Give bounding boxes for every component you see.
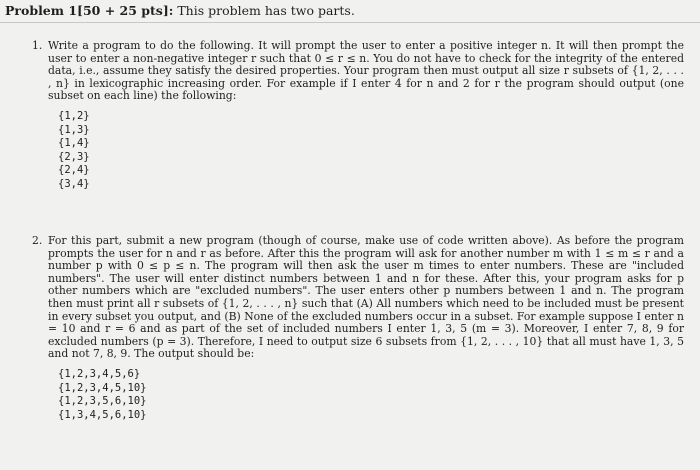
output-line: {2,4} xyxy=(58,164,90,177)
problem-part-1 xyxy=(32,40,684,192)
problem-part-2 xyxy=(32,235,684,422)
header-divider xyxy=(0,22,700,23)
part-1-example-output xyxy=(58,110,684,192)
output-line: {1,2,3,4,5,6} xyxy=(58,367,141,380)
part-2-text: For this part, submit a new program (though of course, make use of code written above). As before the program prompts the user for n and r as before. After this the program will ask for another number m with 1 ≤ m ≤ r and a number p with 0 ≤ p ≤ n. The program will then ask the user m times to enter numbers. These are "included numbers". The user will enter distinct numbers between 1 and n for these. After this, your program asks for p other numbers which are "excluded numbers". The user enters other p numbers between 1 and n. The program then must print all r subsets of {1, 2, . . . , n} such that (A) All numbers which need to be included must be present in every subset you output, and (B) None of the excluded numbers occur in a subset. For example suppose I enter n = 10 and r = 6 and as part of the set of included numbers I enter 1, 3, 5 (m = 3). Moreover, I enter 7, 8, 9 for excluded numbers (p = 3). Therefore, I need to output size 6 subsets from {1, 2, . . . , 10} that all must have 1, 3, 5 and not 7, 8, 9. The output should be: xyxy=(48,234,684,361)
output-line: {1,2,3,5,6,10} xyxy=(58,395,147,408)
problem-title: Problem 1[50 + 25 pts]: xyxy=(5,3,174,18)
output-line: {3,4} xyxy=(58,177,90,190)
part-2-number: 2. xyxy=(32,234,43,247)
output-line: {1,4} xyxy=(58,137,90,150)
problem-subtitle: This problem has two parts. xyxy=(177,3,355,18)
output-line: {1,3,4,5,6,10} xyxy=(58,408,147,421)
output-line: {1,2,3,4,5,10} xyxy=(58,381,147,394)
output-line: {1,3} xyxy=(58,123,90,136)
output-line: {2,3} xyxy=(58,150,90,163)
part-1-number: 1. xyxy=(32,39,43,52)
output-line: {1,2} xyxy=(58,109,90,122)
part-2-example-output xyxy=(58,368,684,422)
part-1-text: Write a program to do the following. It will prompt the user to enter a positive integer n. It will then prompt the user to enter a non-negative integer r such that 0 ≤ r ≤ n. You do not have to check for the integrity of the entered data, i.e., assume they satisfy the desired properties. Your program then must output all size r subsets of {1, 2, . . . , n} in lexicographic increasing order. For example if I enter 4 for n and 2 for r the program should output (one subset on each line) the following: xyxy=(48,39,684,103)
problem-header xyxy=(5,3,355,19)
